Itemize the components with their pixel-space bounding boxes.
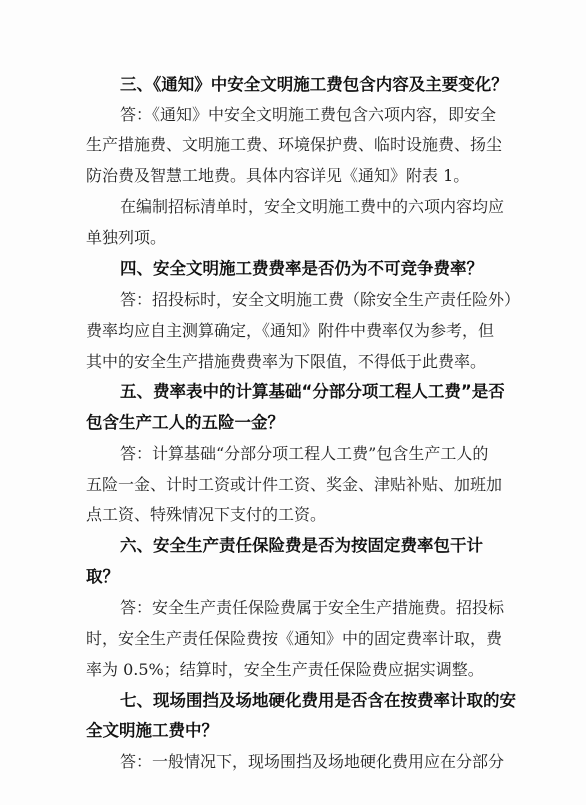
section-3-heading: 三、《通知》中安全文明施工费包含内容及主要变化？	[120, 75, 508, 94]
section-7-heading-line-2: 全文明施工费中？	[86, 721, 218, 740]
section-7-heading-line-1: 七、现场围挡及场地硬化费用是否含在按费率计取的安	[120, 691, 516, 710]
section-5-heading-line-1: 五、费率表中的计算基础“分部分项工程人工费”是否	[120, 382, 505, 401]
section-3-paragraph-1-line-1: 答：《通知》中安全文明施工费包含六项内容，即安全	[120, 105, 497, 124]
section-3-paragraph-1-line-2: 生产措施费、文明施工费、环境保护费、临时设施费、扬尘	[86, 135, 503, 154]
section-6-heading-line-2: 取？	[86, 567, 119, 586]
section-4-paragraph-line-1: 答：招投标时，安全文明施工费（除安全生产责任险外）	[120, 290, 521, 309]
section-6-paragraph-line-2: 时，安全生产责任保险费按《通知》中的固定费率计取，费	[86, 629, 503, 648]
section-3-paragraph-2-line-1: 在编制招标清单时，安全文明施工费中的六项内容均应	[120, 197, 505, 216]
section-4-paragraph-line-2: 费率均应自主测算确定，《通知》附件中费率仅为参考，但	[86, 321, 495, 340]
section-5-paragraph-line-3: 点工资、特殊情况下支付的工资。	[86, 505, 327, 524]
section-5-paragraph-line-1: 答：计算基础“分部分项工程人工费”包含生产工人的	[120, 444, 489, 463]
section-3-paragraph-2-line-2: 单独列项。	[86, 228, 167, 247]
section-5-heading-line-2: 包含生产工人的五险一金？	[86, 413, 284, 432]
section-5-paragraph-line-2: 五险一金、计时工资或计件工资、奖金、津贴补贴、加班加	[86, 475, 503, 494]
section-6-paragraph-line-3: 率为 0.5%；结算时，安全生产责任保险费应据实调整。	[86, 660, 484, 679]
section-4-paragraph-line-3: 其中的安全生产措施费费率为下限值，不得低于此费率。	[86, 352, 487, 371]
section-3-paragraph-1-line-3: 防治费及智慧工地费。具体内容详见《通知》附表 1。	[86, 166, 470, 185]
section-6-heading-line-1: 六、安全生产责任保险费是否为按固定费率包干计	[120, 536, 483, 555]
section-4-heading: 四、安全文明施工费费率是否仍为不可竞争费率？	[120, 259, 483, 278]
section-7-paragraph-line-1: 答：一般情况下，现场围挡及场地硬化费用应在分部分	[120, 752, 505, 771]
section-6-paragraph-line-1: 答：安全生产责任保险费属于安全生产措施费。招投标	[120, 598, 505, 617]
